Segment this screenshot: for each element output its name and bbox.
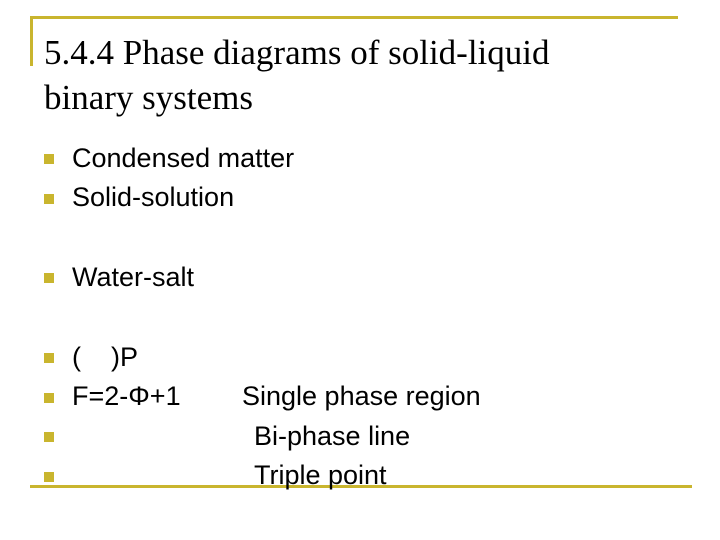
bullet-marker [44, 273, 54, 283]
title-line-2: binary systems [44, 78, 254, 117]
bullet-marker [44, 154, 54, 164]
bullet-text: Condensed matter [72, 143, 295, 173]
bullet-marker [44, 353, 54, 363]
bullet-text: Water-salt [72, 262, 195, 292]
title-line-1: 5.4.4 Phase diagrams of solid-liquid [44, 33, 550, 72]
slide-title [44, 30, 664, 120]
bullet-text: ( )P [72, 342, 138, 372]
bullet-extra-text: Bi-phase line [254, 421, 411, 451]
bullet-text: F=2-Φ+1 [72, 381, 181, 411]
bullet-marker [44, 472, 54, 482]
left-rule [30, 16, 33, 66]
top-rule [30, 16, 678, 19]
bullet-extra-text: Single phase region [242, 381, 481, 411]
bullet-text: Solid-solution [72, 182, 235, 212]
bullet-extra-text: Triple point [254, 460, 387, 490]
bullet-marker [44, 432, 54, 442]
bullet-marker [44, 393, 54, 403]
bullet-marker [44, 194, 54, 204]
